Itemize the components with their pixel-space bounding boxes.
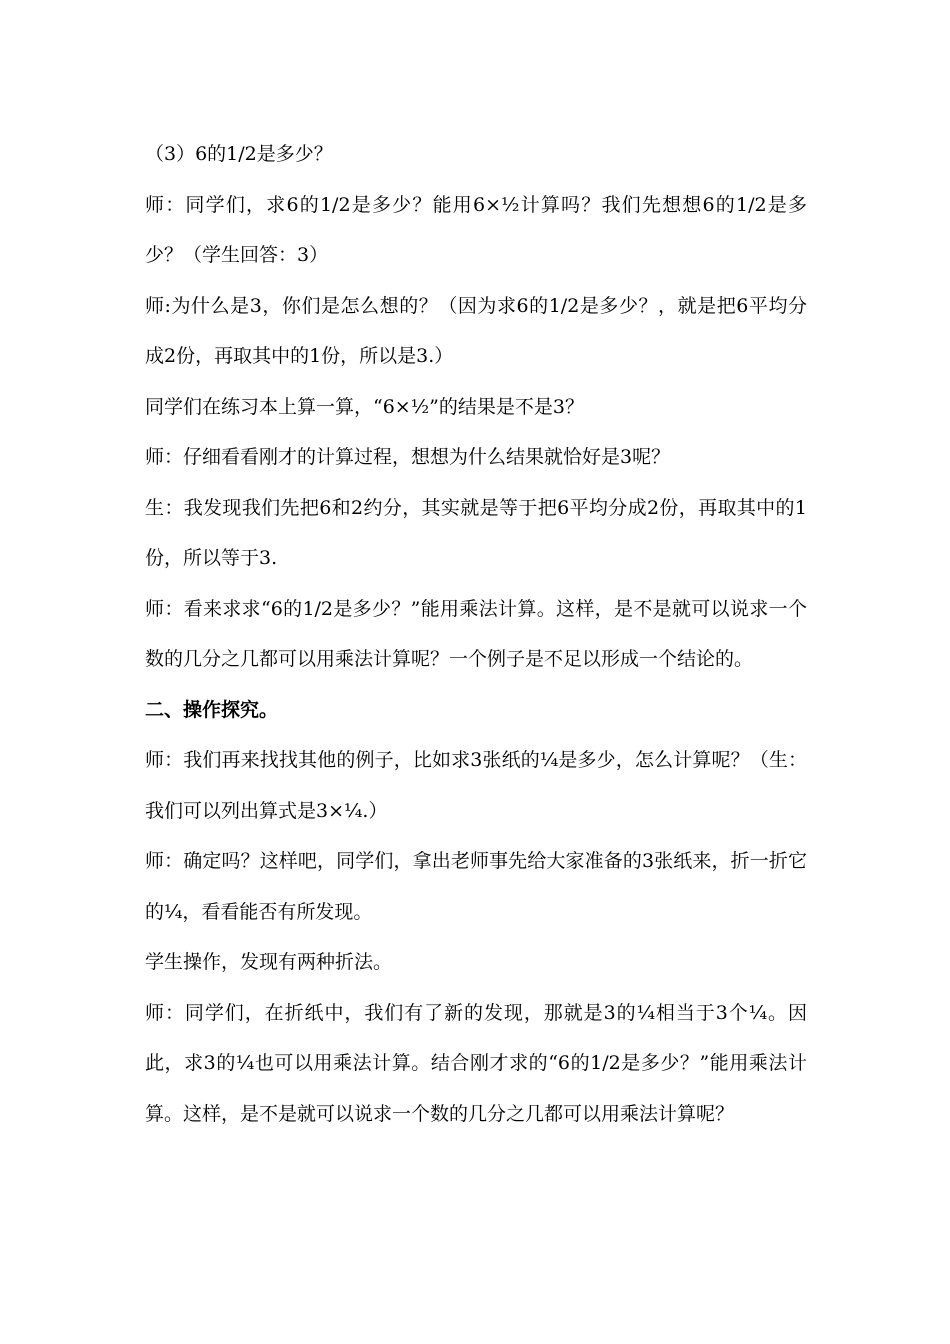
paragraph-teacher-intro: 师：同学们，求6的1/2是多少？能用6×½计算吗？我们先想想6的1/2是多少？（学生回答：3）	[145, 193, 807, 266]
paragraph-practice: 同学们在练习本上算一算，“6×½”的结果是不是3？	[145, 395, 584, 418]
paragraph-student-answer: 生：我发现我们先把6和2约分，其实就是等于把6平均分成2份，再取其中的1份，所以等于3.	[145, 496, 807, 569]
paragraph-teacher-summary: 师：同学们，在折纸中，我们有了新的发现，那就是3的¼相当于3个¼。因此，求3的¼也可以用乘法计算。结合刚才求的“6的1/2是多少？”能用乘法计算。这样，是不是就可以说求一个数的几分之几都可以用乘法计算呢？	[145, 1001, 807, 1125]
section-heading: 二、操作探究。	[145, 698, 279, 721]
document-body	[145, 129, 807, 1139]
paragraph-teacher-fold: 师：确定吗？这样吧，同学们，拿出老师事先给大家准备的3张纸来，折一折它的¼，看看能否有所发现。	[145, 850, 807, 923]
paragraph-teacher-observe: 师：仔细看看刚才的计算过程，想想为什么结果就恰好是3呢？	[145, 446, 671, 468]
paragraph-teacher-example: 师：我们再来找找其他的例子，比如求3张纸的¼是多少，怎么计算呢？（生：我们可以列出算式是3×¼.）	[145, 749, 807, 822]
paragraph-teacher-why: 师:为什么是3，你们是怎么想的？（因为求6的1/2是多少？，就是把6平均分成2份，再取其中的1份，所以是3.）	[145, 294, 807, 367]
paragraph-question-3: （3）6的1/2是多少？	[145, 143, 333, 165]
paragraph-student-operation: 学生操作，发现有两种折法。	[145, 951, 393, 973]
paragraph-teacher-conclusion: 师：看来求求“6的1/2是多少？”能用乘法计算。这样，是不是就可以说求一个数的几分之几都可以用乘法计算呢？一个例子是不足以形成一个结论的。	[145, 597, 807, 670]
